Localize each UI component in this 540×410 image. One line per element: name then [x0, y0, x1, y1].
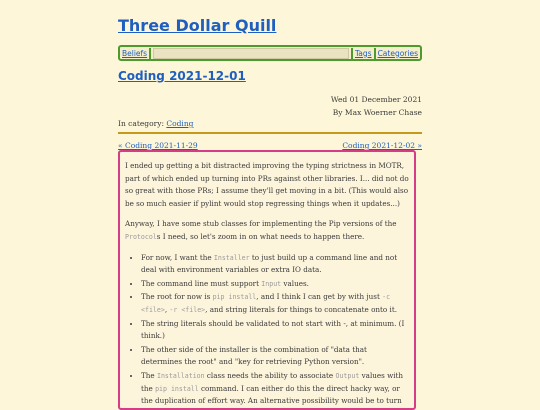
- text: values with the: [141, 370, 404, 393]
- post-author: By Max Woerner Chase: [332, 108, 422, 117]
- text: The command line must support: [141, 278, 262, 288]
- list-item: • The other side of the installer is the combination of "data that determines the root" and "key for retrieving Python version".: [141, 344, 409, 369]
- next-post-link[interactable]: Coding 2021-12-02 »: [342, 141, 422, 150]
- text: For now, I want the: [141, 252, 214, 262]
- nav-tags-link[interactable]: Tags: [354, 48, 372, 58]
- list-item: [141, 291, 409, 316]
- paragraph: I ended up getting a bit distracted improving the typing strictness in MOTR, part of which ended up turning into PRs against other libraries. I... did not do so great with those PRs; I assume they'll get moving in a bit. (This would also be so much easier if pylint would stop regressing things when it updates...): [125, 161, 409, 208]
- prev-post-link[interactable]: « Coding 2021-11-29: [118, 141, 198, 150]
- site-title-link[interactable]: Three Dollar Quill: [118, 16, 277, 35]
- category-prefix: In category:: [118, 119, 167, 128]
- code: Installation: [156, 371, 205, 380]
- nav-spacer: [153, 48, 349, 59]
- text: The: [141, 370, 157, 380]
- category-link[interactable]: Coding: [166, 119, 194, 128]
- list-item: [141, 370, 409, 408]
- list-item: [141, 252, 409, 277]
- text: The root for now is: [141, 292, 213, 302]
- post-title-link[interactable]: Coding 2021-12-01: [118, 69, 246, 83]
- text: , and I think I can get by with just: [256, 292, 383, 302]
- list-item: [141, 278, 409, 291]
- nav-bar: [118, 45, 422, 61]
- bullet-list: [125, 252, 409, 408]
- code: Protocol: [125, 232, 157, 241]
- nav-categories-link[interactable]: Categories: [377, 48, 418, 58]
- post-category: [118, 119, 193, 128]
- code: pip install: [212, 293, 257, 302]
- divider: [118, 132, 422, 134]
- text: s I need, so let's zoom in on what needs to happen there.: [156, 231, 365, 241]
- post-date: Wed 01 December 2021: [330, 95, 422, 104]
- code: Installer: [213, 253, 250, 262]
- nav-beliefs-link[interactable]: Beliefs: [122, 48, 148, 58]
- code: Input: [261, 279, 282, 288]
- text: to just build up a command line and not deal with environment variables or extra IO data.: [141, 252, 398, 275]
- code: Output: [335, 371, 360, 380]
- code: -c <file>: [141, 293, 391, 314]
- text: , and string literals for things to concatenate onto it.: [205, 304, 397, 314]
- text: command. I can either do this the direct hacky way, or the duplication of effort way. An alternative possibility would be to turn: [141, 383, 402, 406]
- text: values.: [281, 278, 309, 288]
- nav-divider: [149, 48, 151, 59]
- code: pip install: [155, 384, 199, 393]
- text: Anyway, I have some stub classes for implementing the Pip versions of the: [125, 219, 397, 229]
- paragraph: [125, 218, 409, 243]
- post-content: [118, 150, 416, 410]
- list-item: • The string literals should be validated to not start with -, at minimum. (I think.): [141, 318, 409, 343]
- text: class needs the ability to associate: [204, 370, 336, 380]
- code: -r <file>: [169, 305, 206, 314]
- text: ,: [164, 304, 170, 314]
